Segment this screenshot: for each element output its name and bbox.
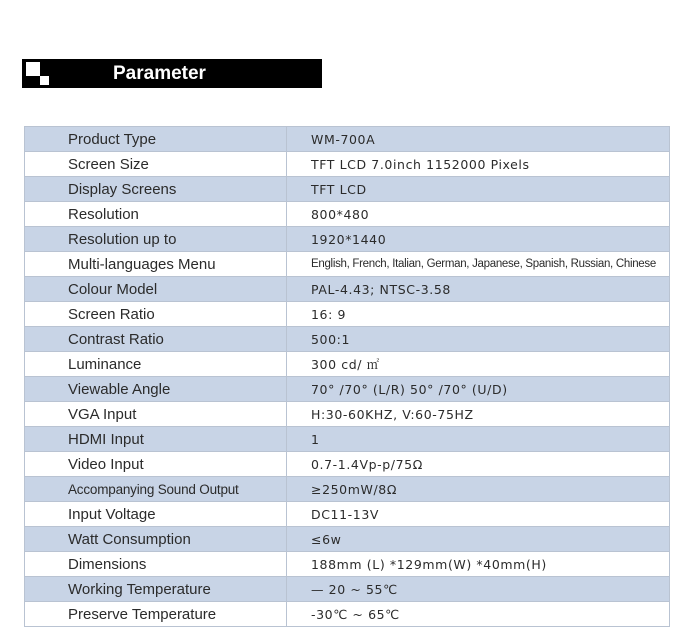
spec-label: VGA Input [25, 402, 287, 427]
spec-value: 300 cd/ ㎡ [287, 352, 670, 377]
spec-value: English, French, Italian, German, Japanese, Spanish, Russian, Chinese [287, 252, 670, 277]
spec-label: Resolution [25, 202, 287, 227]
header-square-icon [26, 62, 40, 76]
table-row [25, 577, 670, 602]
table-row [25, 377, 670, 402]
spec-label: Working Temperature [25, 577, 287, 602]
table-row [25, 452, 670, 477]
spec-label: Accompanying Sound Output [25, 477, 287, 502]
spec-value: 0.7-1.4Vp-p/75Ω [287, 452, 670, 477]
spec-label: Multi-languages Menu [25, 252, 287, 277]
spec-value: 500:1 [287, 327, 670, 352]
table-row [25, 502, 670, 527]
spec-label: Colour Model [25, 277, 287, 302]
table-row [25, 477, 670, 502]
table-row [25, 427, 670, 452]
spec-label: HDMI Input [25, 427, 287, 452]
table-row [25, 152, 670, 177]
spec-label: Dimensions [25, 552, 287, 577]
spec-value: WM-700A [287, 127, 670, 152]
spec-label: Preserve Temperature [25, 602, 287, 627]
table-row [25, 402, 670, 427]
spec-value: ≤6w [287, 527, 670, 552]
table-row [25, 327, 670, 352]
spec-label: Watt Consumption [25, 527, 287, 552]
spec-label: Luminance [25, 352, 287, 377]
spec-value: 1920*1440 [287, 227, 670, 252]
spec-value: — 20 ~ 55℃ [287, 577, 670, 602]
spec-label: Viewable Angle [25, 377, 287, 402]
table-row [25, 302, 670, 327]
section-header [22, 59, 322, 88]
table-row [25, 127, 670, 152]
spec-value: PAL-4.43; NTSC-3.58 [287, 277, 670, 302]
table-row [25, 552, 670, 577]
spec-value: ≥250mW/8Ω [287, 477, 670, 502]
spec-value: 1 [287, 427, 670, 452]
spec-value: TFT LCD 7.0inch 1152000 Pixels [287, 152, 670, 177]
spec-value: DC11-13V [287, 502, 670, 527]
spec-value: 800*480 [287, 202, 670, 227]
section-title: Parameter [113, 63, 206, 84]
spec-label: Input Voltage [25, 502, 287, 527]
spec-value: 70° /70° (L/R) 50° /70° (U/D) [287, 377, 670, 402]
spec-label: Contrast Ratio [25, 327, 287, 352]
spec-label: Screen Size [25, 152, 287, 177]
table-row [25, 227, 670, 252]
spec-value: 16: 9 [287, 302, 670, 327]
table-row [25, 352, 670, 377]
spec-label: Resolution up to [25, 227, 287, 252]
spec-label: Video Input [25, 452, 287, 477]
table-row [25, 177, 670, 202]
spec-label: Product Type [25, 127, 287, 152]
spec-value: 188mm (L) *129mm(W) *40mm(H) [287, 552, 670, 577]
spec-value: TFT LCD [287, 177, 670, 202]
spec-label: Screen Ratio [25, 302, 287, 327]
table-row [25, 277, 670, 302]
spec-table [24, 126, 670, 627]
spec-value: H:30-60KHZ, V:60-75HZ [287, 402, 670, 427]
header-square-small-icon [40, 76, 49, 85]
spec-label: Display Screens [25, 177, 287, 202]
spec-value: -30℃ ~ 65℃ [287, 602, 670, 627]
table-row [25, 252, 670, 277]
table-row [25, 527, 670, 552]
table-row [25, 202, 670, 227]
table-row [25, 602, 670, 627]
